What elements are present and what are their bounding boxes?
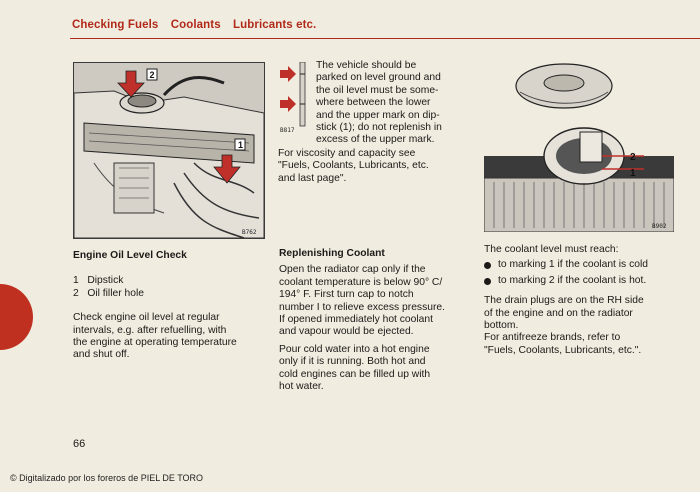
thumb-tab xyxy=(0,284,33,350)
oil-level-instructions xyxy=(316,60,484,147)
text-line: number I to relieve excess pressure. xyxy=(279,301,445,313)
section-heading: Engine Oil Level Check xyxy=(73,250,187,261)
dipstick-illustration xyxy=(278,62,308,134)
text-line: "Fuels, Coolants, Lubricants, etc.". xyxy=(484,344,642,356)
text-line: parked on level ground and xyxy=(316,72,441,84)
list-item: 1 Dipstick xyxy=(73,275,124,287)
radiator-illustration xyxy=(484,56,674,232)
text-line: For antifreeze brands, refer to xyxy=(484,332,621,344)
text-line: Open the radiator cap only if the xyxy=(279,264,426,276)
text-line: and vapour would be ejected. xyxy=(279,326,414,338)
text-line: where between the lower xyxy=(316,97,431,109)
text-line: only if it is running. Both hot and xyxy=(279,356,426,368)
text-line: cold engines can be filled up with xyxy=(279,368,431,380)
coolant-section xyxy=(279,248,479,393)
text-line: and the upper mark on dip- xyxy=(316,109,440,121)
coolant-level-section xyxy=(484,244,689,357)
text-line: hot water. xyxy=(279,381,324,393)
text-line: bottom. xyxy=(484,320,519,332)
text-line: intervals, e.g. after refuelling, with xyxy=(73,324,227,336)
figure-code: B902 xyxy=(652,223,667,230)
figure-code: B817 xyxy=(280,127,295,134)
engine-illustration xyxy=(73,62,265,239)
text-line: If opened immediately hot coolant xyxy=(279,314,433,326)
viscosity-note xyxy=(278,148,478,185)
text-line: stick (1); do not replenish in xyxy=(316,122,442,134)
text-line: The drain plugs are on the RH side xyxy=(484,295,644,307)
list-item: 2 Oil filler hole xyxy=(73,287,144,299)
callout-2: 2 xyxy=(149,70,155,80)
text-line: Check engine oil level at regular xyxy=(73,312,220,324)
text-line: coolant temperature is below 90° C/ xyxy=(279,276,443,288)
section-heading: Replenishing Coolant xyxy=(279,248,385,259)
text-line: The vehicle should be xyxy=(316,60,417,71)
page-number: 66 xyxy=(73,438,86,450)
engine-oil-section xyxy=(73,250,273,362)
header-item: Checking Fuels xyxy=(72,19,159,31)
list-item: to marking 2 if the coolant is hot. xyxy=(484,275,689,287)
text-line: 194° F. First turn cap to notch xyxy=(279,289,414,301)
text-line: the oil level must be some- xyxy=(316,84,439,96)
footer-credit: © Digitalizado por los foreros de PIEL DE TORO xyxy=(10,473,204,483)
text-line: The coolant level must reach: xyxy=(484,244,619,255)
bullet-icon xyxy=(484,262,491,269)
callout-2: 2 xyxy=(630,152,636,163)
header-item: Lubricants etc. xyxy=(233,19,317,31)
callout-1: 1 xyxy=(630,168,636,179)
text-line: the engine at operating temperature xyxy=(73,337,237,349)
text-line: and shut off. xyxy=(73,349,130,361)
header-item: Coolants xyxy=(170,19,221,31)
header-rule xyxy=(70,38,700,39)
text-line: Pour cold water into a hot engine xyxy=(279,343,430,355)
text-line: For viscosity and capacity see xyxy=(278,148,416,159)
section-header xyxy=(72,19,325,31)
text-line: excess of the upper mark. xyxy=(316,134,435,146)
text-line: "Fuels, Coolants, Lubricants, etc. xyxy=(278,160,429,172)
text-line: and last page". xyxy=(278,172,347,184)
figure-code: B762 xyxy=(242,229,257,236)
list-item: to marking 1 if the coolant is cold xyxy=(484,259,689,271)
text-line: of the engine and on the radiator xyxy=(484,307,633,319)
bullet-icon xyxy=(484,278,491,285)
callout-1: 1 xyxy=(238,140,244,150)
